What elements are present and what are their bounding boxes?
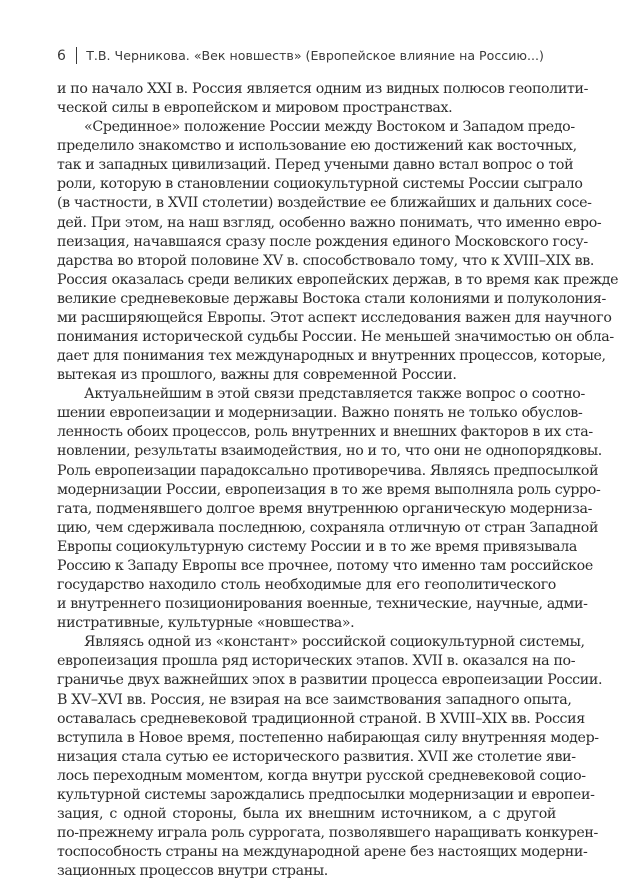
text-line: понимания исторической судьбы России. Не меньшей значимостью он обла- [57, 329, 614, 346]
text-line: ческой силы в европейском и мировом пространствах. [57, 100, 453, 117]
text-line: Европы социокультурную систему России и в то же время привязывала [57, 538, 578, 555]
text-line: тоспособность страны на международной арене без настоящих модерни- [57, 844, 588, 861]
text-line: ми расширяющейся Европы. Этот аспект исследования важен для научного [57, 309, 612, 326]
text-line: В XV–XVI вв. Россия, не взирая на все заимствования западного опыта, [57, 691, 572, 708]
paragraph [57, 633, 603, 881]
text-line: низация стала сутью ее исторического развития. XVII же столетие яви- [57, 748, 576, 765]
paragraph [57, 385, 602, 633]
text-line: так и западных цивилизаций. Перед учеными давно встал вопрос о той [57, 157, 574, 174]
text-line: оставалась средневековой традиционной страной. В XVIII–XIX вв. Россия [57, 710, 585, 727]
text-line: Являясь одной из «констант» российской социокультурной системы, [84, 634, 585, 651]
text-line: великие средневековые державы Востока стали колониями и полуколония- [57, 290, 606, 307]
running-title: Т.В. Черникова. «Век новшеств» (Европейское влияние на Россию...) [86, 48, 544, 63]
text-line: цию, чем сдерживала последнюю, сохраняла отличную от стран Западной [57, 519, 599, 536]
text-line: Актуальнейшим в этой связи представляется также вопрос о соотно- [84, 386, 585, 403]
body-text [57, 80, 618, 881]
text-line: граничье двух важнейших эпох в развитии процесса европеизации России. [57, 672, 603, 689]
text-line: пределило знакомство и использование ею достижений как восточных, [57, 138, 577, 155]
header-divider [76, 47, 77, 64]
text-line: вытекая из прошлого, важны для современной России. [57, 367, 457, 384]
text-line: зационных процессов внутри страны. [57, 863, 328, 880]
text-line: (в частности, в XVII столетии) воздействие ее ближайших и дальних сосе- [57, 195, 592, 212]
text-line: дарства во второй половине XV в. способствовало тому, что к XVIII–XIX вв. [57, 252, 595, 269]
paragraph [57, 80, 589, 118]
text-line: Роль европеизации парадоксально противоречива. Являясь предпосылкой [57, 462, 599, 479]
text-line: европеизация прошла ряд исторических этапов. XVII в. оказался на по- [57, 653, 576, 670]
text-line: дей. При этом, на наш взгляд, особенно важно понимать, что именно евро- [57, 214, 602, 231]
text-line: лось переходным моментом, когда внутри русской средневековой социо- [57, 767, 586, 784]
text-line: вступила в Новое время, постепенно набирающая силу внутренняя модер- [57, 729, 599, 746]
text-line: шении европеизации и модернизации. Важно понять не только обуслов- [57, 405, 583, 422]
text-line: Россию к Западу Европы все прочнее, потому что именно там российское [57, 557, 593, 574]
text-line: и внутреннего позиционирования военные, технические, научные, адми- [57, 596, 588, 613]
text-line: дает для понимания тех международных и внутренних процессов, которые, [57, 348, 606, 365]
text-line: «Срединное» положение России между Востоком и Западом предо- [84, 119, 575, 136]
text-line: государство находило столь необходимые для его геополитического [57, 577, 556, 594]
text-line: пеизация, начавшаяся сразу после рождения единого Московского госу- [57, 233, 588, 250]
text-line: Россия оказалась среди великих европейских держав, в то время как прежде [57, 271, 618, 288]
text-line: по-прежнему играла роль суррогата, позволявшего наращивать конкурен- [57, 825, 598, 842]
text-line: и по начало XXI в. Россия является одним из видных полюсов геополити- [57, 81, 589, 97]
text-line: нистративные, культурные «новшества». [57, 615, 355, 632]
text-line: новлении, результаты взаимодействия, но и то, что они не однопорядковы. [57, 443, 602, 460]
page-number: 6 [57, 47, 66, 64]
text-line: гата, подменявшего долгое время внутреннюю органическую модерниза- [57, 500, 593, 517]
text-line: ленность обоих процессов, роль внутренних и внешних факторов в их ста- [57, 424, 593, 441]
text-line: зация, с одной стороны, была их внешним источником, а с другой [57, 805, 556, 822]
text-line: модернизации России, европеизация в то же время выполняла роль сурро- [57, 481, 601, 498]
text-line: роли, которую в становлении социокультурной системы России сыграло [57, 176, 583, 193]
running-header [57, 47, 544, 64]
text-line: культурной системы зарождались предпосылки модернизации и европеи- [57, 786, 595, 803]
paragraph [57, 118, 618, 385]
